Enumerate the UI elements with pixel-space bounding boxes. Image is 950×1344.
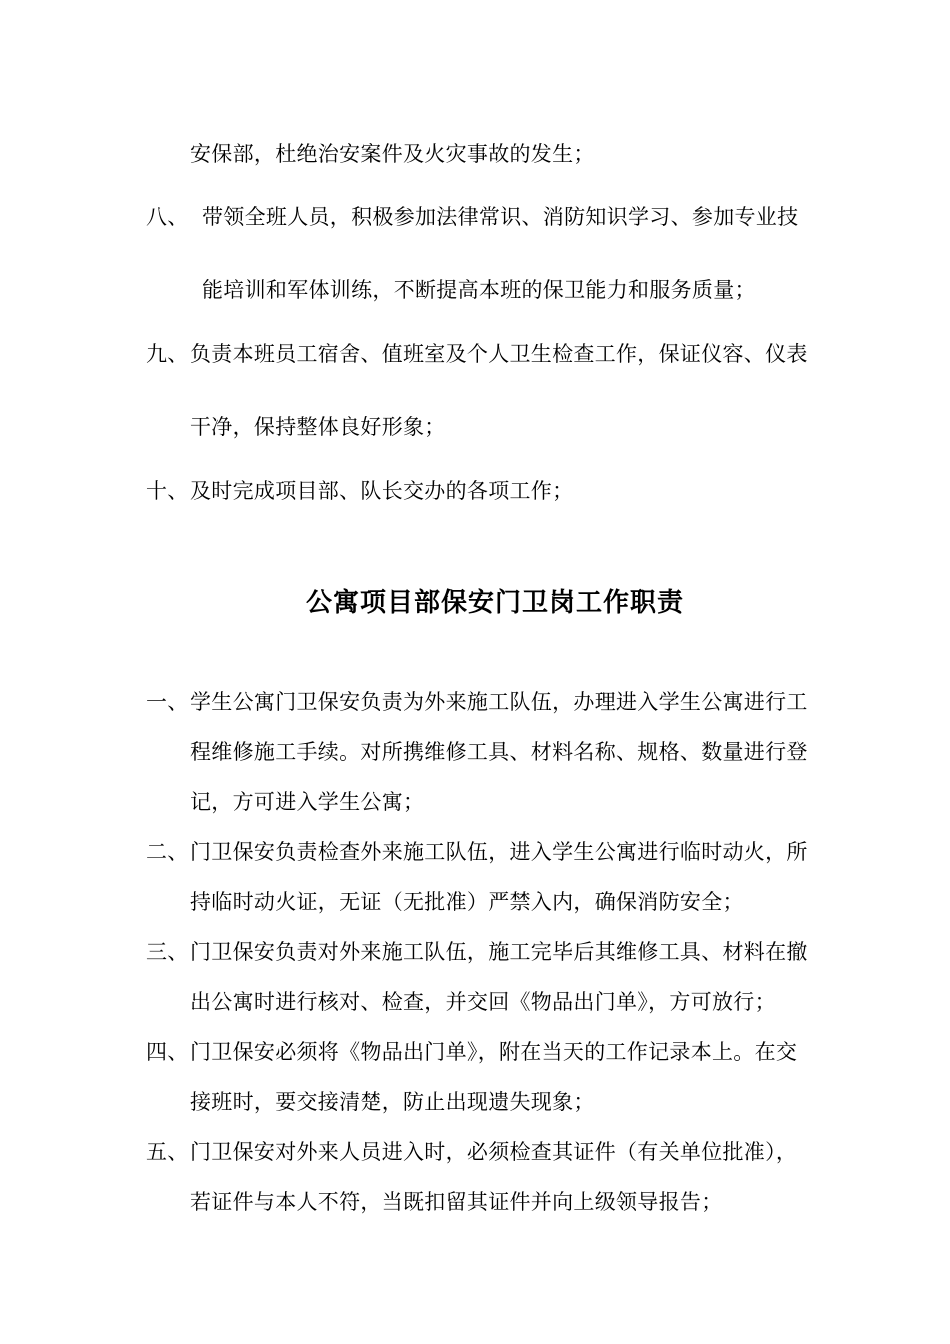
item4-line1: 门卫保安必须将《物品出门单》，附在当天的工作记录本上。在交 [190,1040,798,1064]
item3-line1: 门卫保安负责对外来施工队伍，施工完毕后其维修工具、材料在撤 [190,940,808,964]
item8-line2: 能培训和军体训练，不断提高本班的保卫能力和服务质量； [202,278,756,302]
item7-continuation: 安保部，杜绝治安案件及火灾事故的发生； [190,142,595,166]
item9-number: 九、 [146,342,189,366]
item2-line1: 门卫保安负责检查外来施工队伍，进入学生公寓进行临时动火，所 [190,840,808,864]
item5-line1: 门卫保安对外来人员进入时，必须检查其证件（有关单位批准）， [190,1140,798,1164]
item2-number: 二、 [146,840,189,864]
item3-line2: 出公寓时进行核对、检查，并交回《物品出门单》，方可放行； [190,990,776,1014]
item8-number: 八、 [146,205,189,229]
item1-line2: 程维修施工手续。对所携维修工具、材料名称、规格、数量进行登 [190,740,808,764]
item1-line1: 学生公寓门卫保安负责为外来施工队伍，办理进入学生公寓进行工 [190,690,808,714]
item10-line1: 及时完成项目部、队长交办的各项工作； [190,479,574,503]
item10-number: 十、 [146,479,189,503]
item8-line1: 带领全班人员，积极参加法律常识、消防知识学习、参加专业技 [202,205,799,229]
item4-number: 四、 [146,1040,189,1064]
section-title: 公寓项目部保安门卫岗工作职责 [305,588,684,618]
item5-line2: 若证件与本人不符，当既扣留其证件并向上级领导报告； [190,1190,723,1214]
item1-number: 一、 [146,690,189,714]
item9-line1: 负责本班员工宿舍、值班室及个人卫生检查工作，保证仪容、仪表 [190,342,808,366]
item3-number: 三、 [146,940,189,964]
item2-line2: 持临时动火证，无证（无批准）严禁入内，确保消防安全； [190,890,744,914]
item5-number: 五、 [146,1140,189,1164]
item9-line2: 干净，保持整体良好形象； [190,415,446,439]
item4-line2: 接班时，要交接清楚，防止出现遗失现象； [190,1090,595,1114]
item1-line3: 记，方可进入学生公寓； [190,790,425,814]
